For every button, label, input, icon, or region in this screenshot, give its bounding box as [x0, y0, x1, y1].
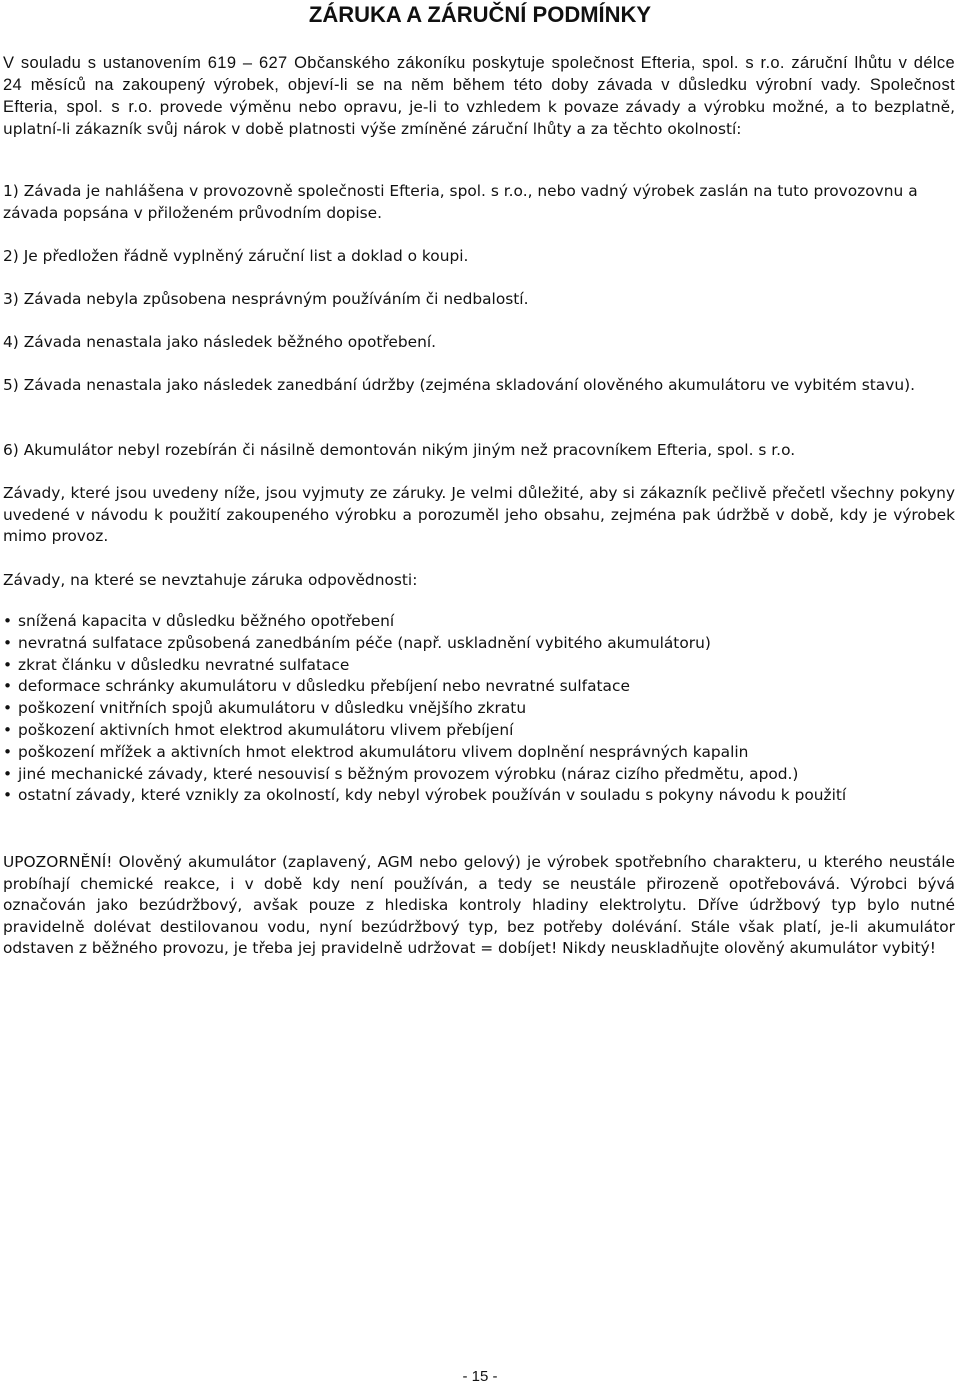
intro-text-conditions: provede výměnu nebo opravu, je-li to vzhledem k povaze závady a výrobku možné, a to bezplatně, uplatní-li zákazník svůj nárok v době platnosti výše zmíněné záruční lhůty a za těchto okolností: — [3, 98, 956, 138]
list-item — [3, 611, 955, 633]
bullet-icon: • — [3, 742, 13, 761]
list-item-text: poškození vnitřních spojů akumulátoru v důsledku vnějšího zkratu — [18, 699, 527, 718]
list-item-text: jiné mechanické závady, které nesouvisí s běžným provozem výrobku (náraz cizího předmětu, apod.) — [18, 764, 799, 783]
list-item — [3, 633, 955, 655]
list-item — [3, 785, 955, 807]
exclusion-heading: Závady, na které se nevztahuje záruka odpovědnosti: — [3, 571, 418, 589]
warning-paragraph: UPOZORNĚNÍ! Olověný akumulátor (zaplavený, AGM nebo gelový) je výrobek spotřebního charakteru, u kterého neustále probíhají chemické reakce, i v době kdy není používán, a tedy se neustále přirozeně opotřebovává. Výrobci bývá označován jako bezúdržbový, avšak pouze z hlediska kontroly hladiny elektrolytu. Dříve údržbový typ bylo nutné pravidelně dolévat destilovanou vodu, nyní bezúdržbový typ, bez potřeby dolévání. Stále však platí, je-li akumulátor odstaven z běžného provozu, je třeba jej pravidelně udržovat = dobíjet! Nikdy neuskladňujte olověný akumulátor vybitý! — [3, 853, 955, 958]
bullet-icon: • — [3, 720, 13, 739]
list-item-text: snížená kapacita v důsledku běžného opotřebení — [18, 612, 395, 630]
list-item-text: poškození aktivních hmot elektrod akumulátoru vlivem přebíjení — [18, 720, 514, 739]
exclusion-note: Závady, které jsou uvedeny níže, jsou vyjmuty ze záruky. Je velmi důležité, aby si zákazník pečlivě přečetl všechny pokyny uvedené v návodu k použití zakoupeného výrobku a porozuměl jeho obsahu, zejména pak údržbě v době, kdy je výrobek mimo provoz. — [3, 484, 955, 546]
page-number: - 15 - — [462, 1368, 498, 1385]
list-item — [3, 655, 955, 677]
condition-1: 1) Závada je nahlášena v provozovně společnosti Efteria, spol. s r.o., nebo vadný výrobek zaslán na tuto provozovnu a závada popsána v přiloženém průvodním dopise. — [3, 182, 918, 222]
intro-paragraph — [3, 52, 955, 140]
list-item-text: deformace schránky akumulátoru v důsledku přebíjení nebo nevratné sulfatace — [18, 677, 630, 696]
bullet-icon: • — [3, 655, 13, 674]
condition-6: 6) Akumulátor nebyl rozebírán či násilně demontován nikým jiným než pracovníkem Efteria, spol. s r.o. — [3, 441, 796, 459]
bullet-icon: • — [3, 677, 13, 696]
condition-4: 4) Závada nenastala jako následek běžného opotřebení. — [3, 333, 437, 351]
condition-2: 2) Je předložen řádně vyplněný záruční list a doklad o koupi. — [3, 247, 469, 265]
list-item — [3, 742, 955, 764]
list-item — [3, 720, 955, 742]
list-item-text: poškození mřížek a aktivních hmot elektrod akumulátoru vlivem doplnění nesprávných kapalin — [18, 742, 749, 761]
bullet-icon: • — [3, 786, 13, 805]
list-item — [3, 764, 955, 786]
bullet-icon: • — [3, 764, 13, 783]
list-item — [3, 698, 955, 720]
bullet-icon: • — [3, 699, 13, 718]
bullet-icon: • — [3, 633, 13, 652]
list-item-text: zkrat článku v důsledku nevratné sulfatace — [18, 655, 350, 674]
list-item-text: ostatní závady, které vznikly za okolností, kdy nebyl výrobek používán v souladu s pokyny návodu k použití — [18, 786, 847, 805]
page-title: ZÁRUKA A ZÁRUČNÍ PODMÍNKY — [308, 2, 652, 27]
list-item — [3, 676, 955, 698]
intro-text-legal: V souladu s ustanovením 619 – 627 Občanského zákoníku poskytuje společnost Efteria, spol. s r.o. záruční lhůtu v délce 24 měsíců na zakoupený výrobek, objeví-li se na něm během této doby závada v důsledku výrobní vady. Společnost Efteria, spol. s r.o. — [3, 54, 955, 116]
condition-5: 5) Závada nenastala jako následek zanedbání údržby (zejména skladování olověného akumulátoru ve vybitém stavu). — [3, 376, 915, 394]
exclusion-list — [3, 611, 955, 807]
bullet-icon: • — [3, 612, 13, 630]
condition-3: 3) Závada nebyla způsobena nesprávným používáním či nedbalostí. — [3, 290, 529, 308]
list-item-text: nevratná sulfatace způsobená zanedbáním péče (např. uskladnění vybitého akumulátoru) — [18, 633, 711, 652]
